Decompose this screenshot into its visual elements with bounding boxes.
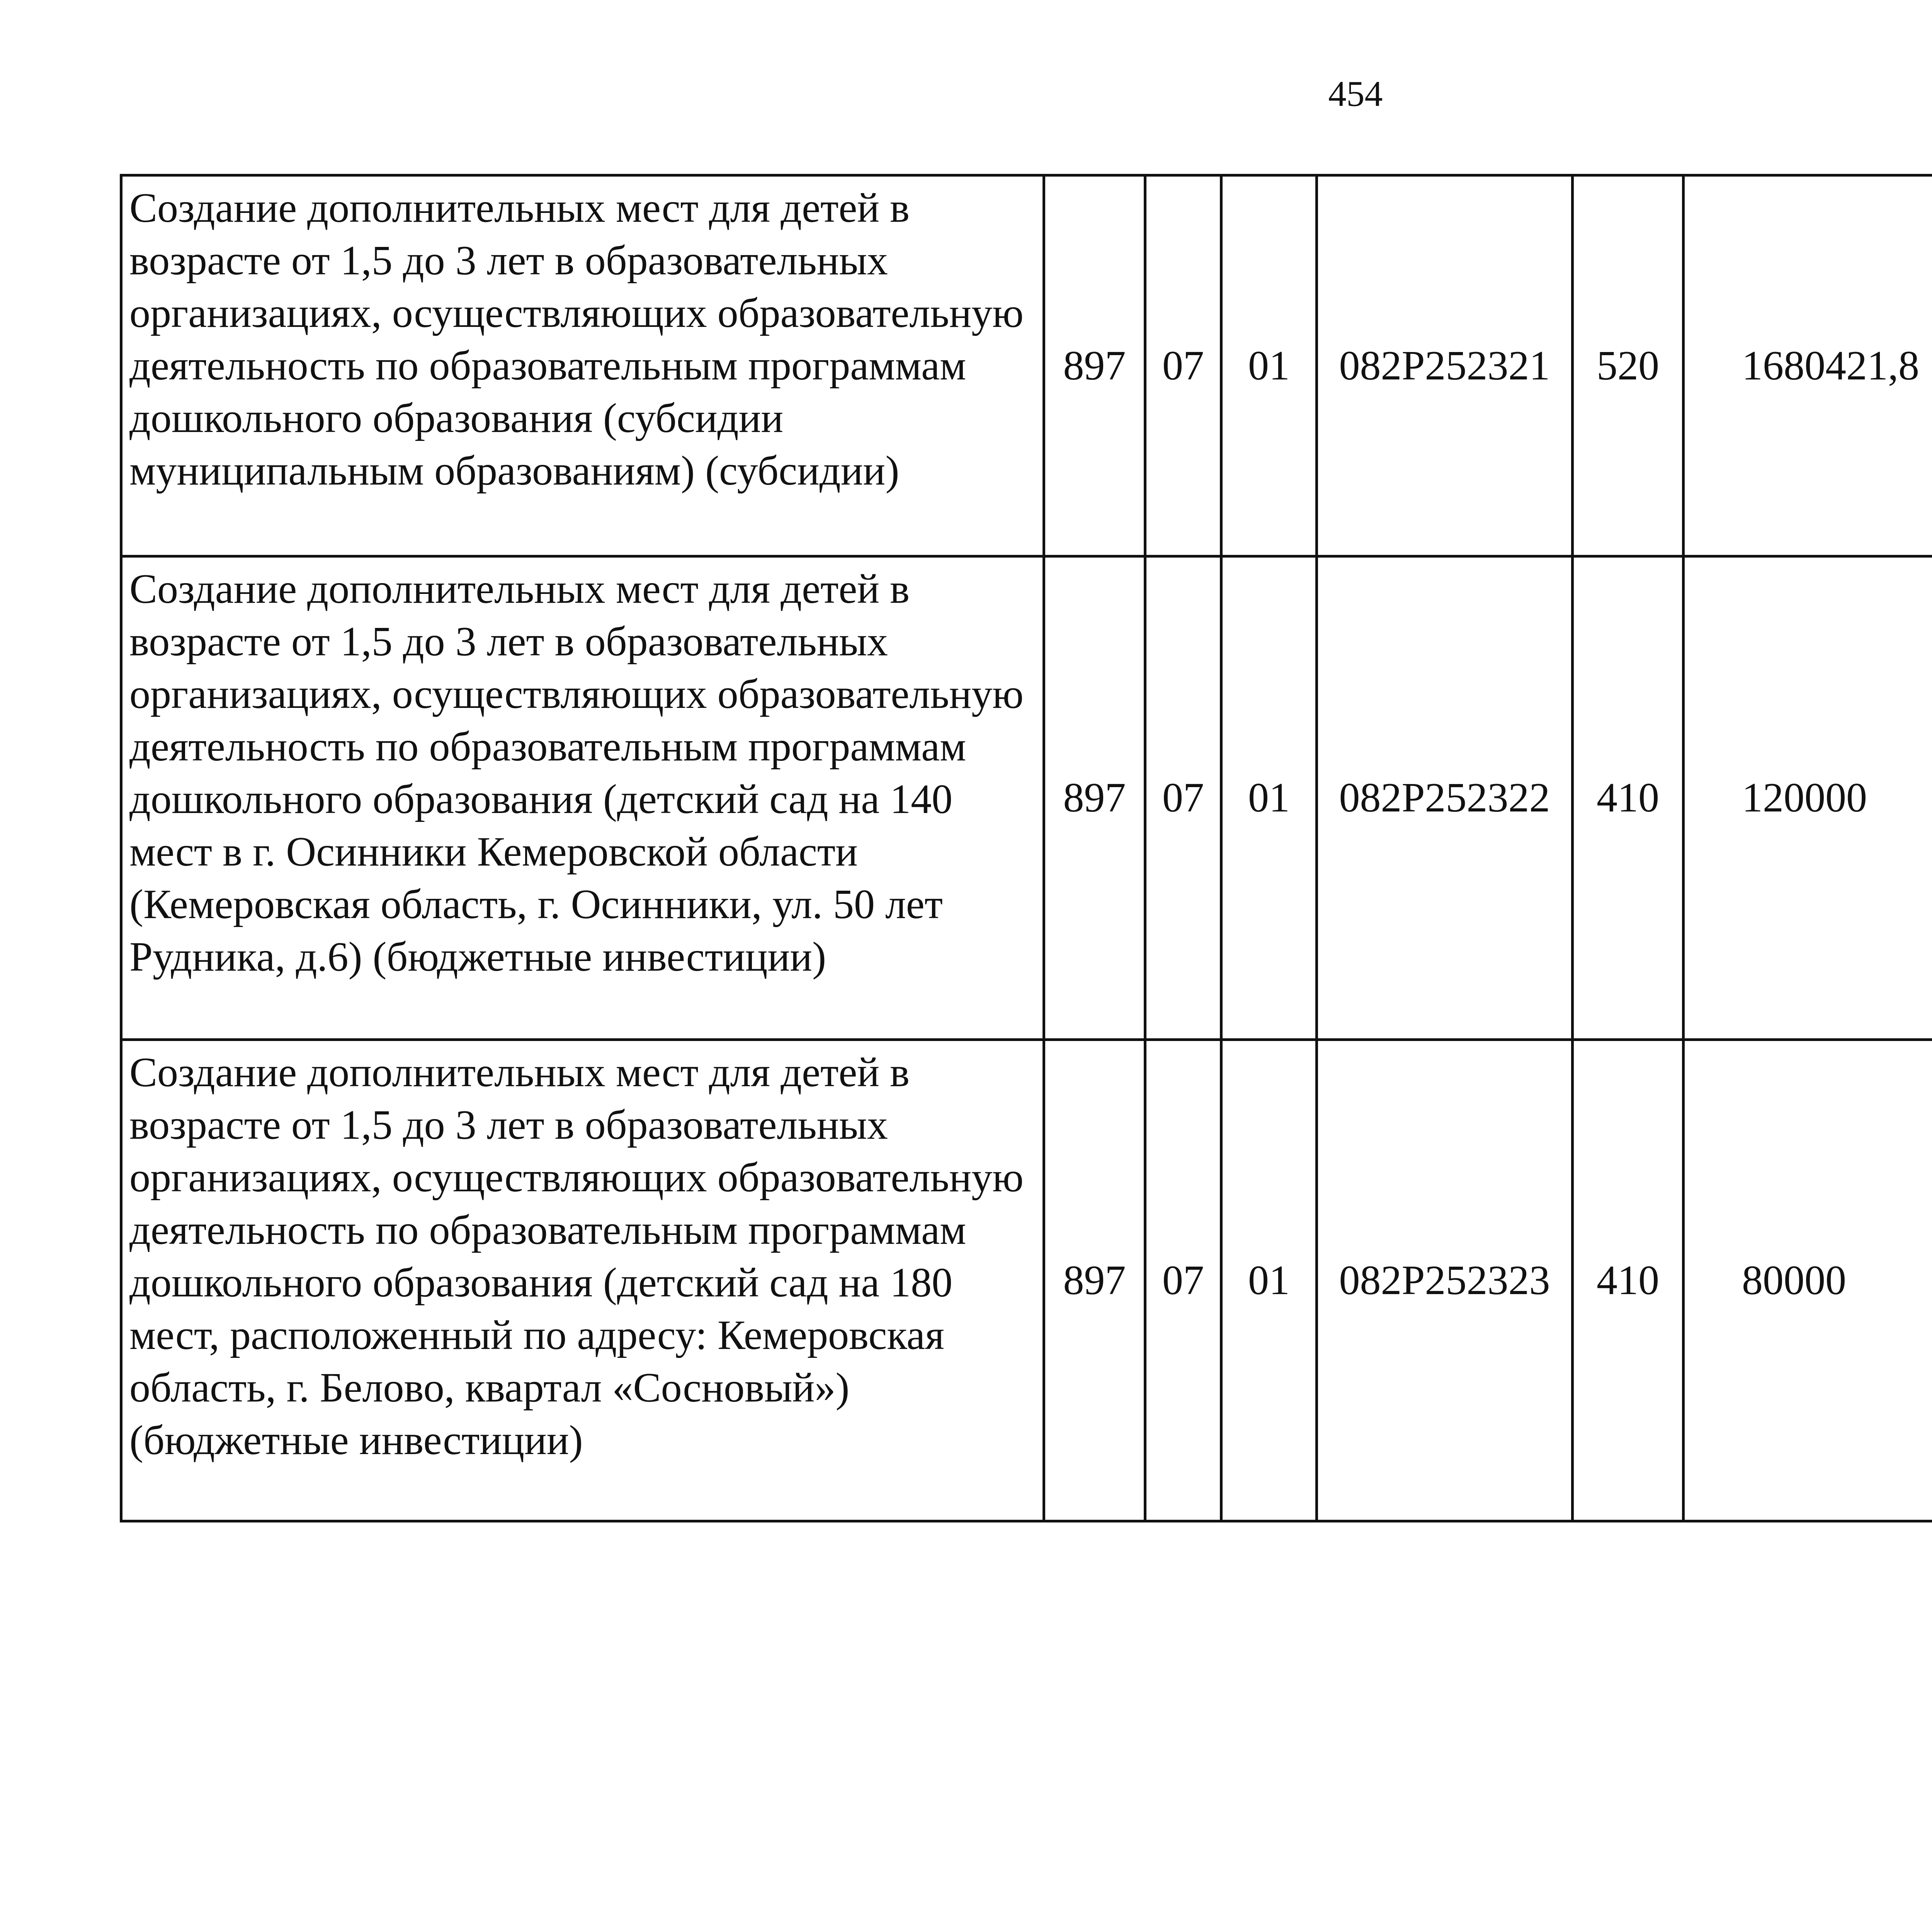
ministry-code: 897 <box>1044 1040 1145 1521</box>
expense-type-code: 520 <box>1573 175 1684 556</box>
ministry-code: 897 <box>1044 556 1145 1040</box>
row-description: Создание дополнительных мест для детей в возрасте от 1,5 до 3 лет в образовательных организациях, осуществляющих образовательную деятельность по образовательным программам дошкольного образования (детский сад на 180 мест, расположенный по адресу: Кемеровская область, г. Белово, квартал «Сосновый») (бюджетные инвестиции) <box>121 1040 1044 1521</box>
target-article-code: 082P252321 <box>1317 175 1573 556</box>
section-code: 07 <box>1145 556 1221 1040</box>
amount-1: 120000 <box>1684 556 1932 1040</box>
expense-type-code: 410 <box>1573 556 1684 1040</box>
target-article-code: 082P252323 <box>1317 1040 1573 1521</box>
table-row <box>121 1040 1932 1521</box>
row-description: Создание дополнительных мест для детей в возрасте от 1,5 до 3 лет в образовательных организациях, осуществляющих образовательную деятельность по образовательным программам дошкольного образования (детский сад на 140 мест в г. Осинники Кемеровской области (Кемеровская область, г. Осинники, ул. 50 лет Рудника, д.6) (бюджетные инвестиции) <box>121 556 1044 1040</box>
subsection-code: 01 <box>1221 175 1317 556</box>
expense-type-code: 410 <box>1573 1040 1684 1521</box>
subsection-code: 01 <box>1221 556 1317 1040</box>
amount-1: 80000 <box>1684 1040 1932 1521</box>
page-number: 454 <box>1328 74 1383 114</box>
row-description: Создание дополнительных мест для детей в возрасте от 1,5 до 3 лет в образовательных организациях, осуществляющих образовательную деятельность по образовательным программам дошкольного образования (субсидии муниципальным образованиям) (субсидии) <box>121 175 1044 556</box>
target-article-code: 082P252322 <box>1317 556 1573 1040</box>
budget-table <box>120 174 1932 1522</box>
table-row <box>121 556 1932 1040</box>
ministry-code: 897 <box>1044 175 1145 556</box>
subsection-code: 01 <box>1221 1040 1317 1521</box>
section-code: 07 <box>1145 1040 1221 1521</box>
section-code: 07 <box>1145 175 1221 556</box>
table-row <box>121 175 1932 556</box>
amount-1: 1680421,8 <box>1684 175 1932 556</box>
